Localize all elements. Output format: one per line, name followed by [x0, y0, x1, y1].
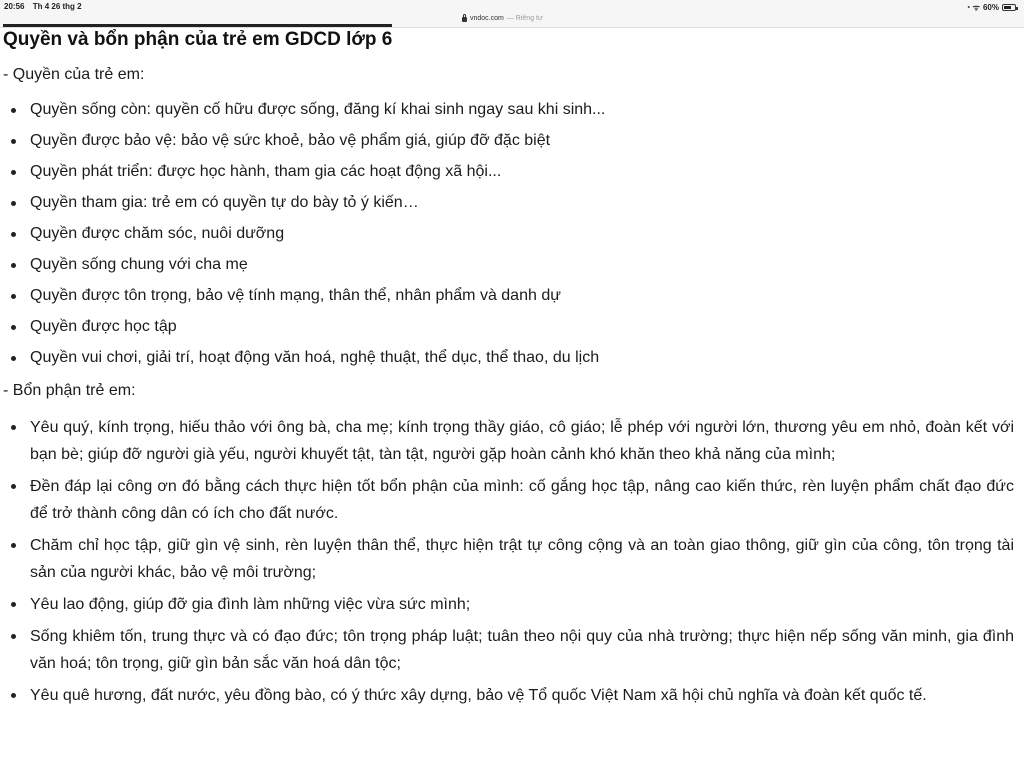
address-field[interactable]: [462, 15, 543, 22]
list-item: Quyền được chăm sóc, nuôi dưỡng: [0, 221, 1024, 252]
rights-list: [0, 97, 1024, 376]
duties-heading: - Bổn phận trẻ em:: [3, 382, 136, 399]
list-item: Chăm chỉ học tập, giữ gìn vệ sinh, rèn luyện thân thể, thực hiện trật tự công cộng và an toàn giao thông, giữ gìn của công, tôn trọng tài sản của người khác, bảo vệ môi trường;: [0, 532, 1024, 586]
status-date: Th 4 26 thg 2: [32, 2, 82, 11]
address-privacy: — Riêng tư: [506, 15, 543, 22]
list-item: Quyền được tôn trọng, bảo vệ tính mạng, thân thể, nhân phẩm và danh dự: [0, 283, 1024, 314]
duties-list: [0, 414, 1024, 709]
document-content: [0, 24, 1024, 714]
page-title: Quyền và bổn phận của trẻ em GDCD lớp 6: [3, 24, 392, 53]
battery-icon: [1002, 4, 1016, 11]
list-item: Quyền vui chơi, giải trí, hoạt động văn hoá, nghệ thuật, thể dục, thể thao, du lịch: [0, 345, 1024, 376]
status-left: [4, 2, 88, 11]
lock-icon: [462, 17, 467, 22]
list-item: Quyền sống chung với cha mẹ: [0, 252, 1024, 283]
status-right: [966, 2, 1016, 13]
rights-heading: - Quyền của trẻ em:: [3, 66, 145, 83]
list-item: Quyền sống còn: quyền cố hữu được sống, đăng kí khai sinh ngay sau khi sinh...: [0, 97, 1024, 128]
wifi-icon: ◔ ᯤ: [965, 3, 980, 12]
list-item: Yêu quý, kính trọng, hiếu thảo với ông bà, cha mẹ; kính trọng thầy giáo, cô giáo; lễ phép với người lớn, thương yêu em nhỏ, đoàn kết với bạn bè; giúp đỡ người già yếu, người khuyết tật, tàn tật, người gặp hoàn cảnh khó khăn theo khả năng của mình;: [0, 414, 1024, 468]
list-item: Sống khiêm tốn, trung thực và có đạo đức; tôn trọng pháp luật; tuân theo nội quy của nhà trường; thực hiện nếp sống văn minh, gia đình văn hoá; tôn trọng, giữ gìn bản sắc văn hoá dân tộc;: [0, 623, 1024, 677]
status-bar: [0, 0, 1024, 14]
address-domain: vndoc.com: [470, 15, 504, 22]
list-item: Quyền được học tập: [0, 314, 1024, 345]
list-item: Đền đáp lại công ơn đó bằng cách thực hiện tốt bổn phận của mình: cố gắng học tập, nâng cao kiến thức, rèn luyện phẩm chất đạo đức để trở thành công dân có ích cho đất nước.: [0, 473, 1024, 527]
battery-percent: 60%: [982, 3, 999, 12]
list-item: Yêu lao động, giúp đỡ gia đình làm những việc vừa sức mình;: [0, 591, 1024, 618]
list-item: Quyền phát triển: được học hành, tham gia các hoạt động xã hội...: [0, 159, 1024, 190]
list-item: Yêu quê hương, đất nước, yêu đồng bào, có ý thức xây dựng, bảo vệ Tổ quốc Việt Nam xã hội chủ nghĩa và đoàn kết quốc tế.: [0, 682, 1024, 709]
list-item: Quyền được bảo vệ: bảo vệ sức khoẻ, bảo vệ phẩm giá, giúp đỡ đặc biệt: [0, 128, 1024, 159]
status-time: 20:56: [4, 2, 25, 11]
list-item: Quyền tham gia: trẻ em có quyền tự do bày tỏ ý kiến…: [0, 190, 1024, 221]
